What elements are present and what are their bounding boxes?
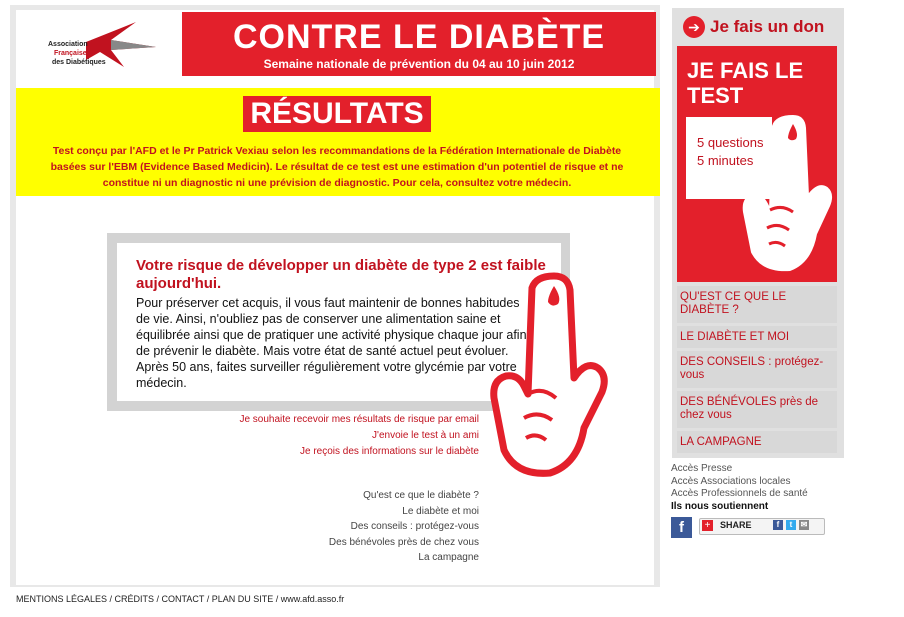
email-results-link[interactable]: Je souhaite recevoir mes résultats de risque par email xyxy=(239,414,479,425)
test-duration: 5 minutes xyxy=(697,153,754,168)
share-label[interactable]: SHARE xyxy=(720,520,752,530)
facebook-icon[interactable]: f xyxy=(773,520,783,530)
access-professionals-link[interactable]: Accès Professionnels de santé xyxy=(671,488,808,499)
plus-icon: + xyxy=(702,520,713,531)
disclaimer-text: Test conçu par l'AFD et le Pr Patrick Vexiau selon les recommandations de la Fédération Internationale de Diabète basées sur l'EBM (Evidence Based Medicin). Le résultat de ce test est une estimation d'un potentiel de risque et ne constitue ni un diagnostic ni une prévision de diagnostic. Pour cela, consultez votre médecin. xyxy=(50,145,624,189)
risk-heading: Votre risque de développer un diabète de type 2 est faible aujourd'hui. xyxy=(136,257,546,292)
email-icon[interactable]: ✉ xyxy=(800,520,808,529)
finger-blood-drop-icon xyxy=(738,112,834,278)
bottom-link-volunteers[interactable]: Des bénévoles près de chez vous xyxy=(328,537,479,548)
bottom-link-campaign[interactable]: La campagne xyxy=(418,552,479,563)
take-test-title[interactable]: JE FAIS LE TEST xyxy=(687,58,804,108)
arrow-circle-icon: ➔ xyxy=(683,16,705,38)
sidebar-item-what-is-diabetes[interactable]: QU'EST CE QUE LE DIABÈTE ? xyxy=(677,286,837,323)
twitter-icon[interactable]: t xyxy=(786,520,796,530)
bottom-link-advice[interactable]: Des conseils : protégez-vous xyxy=(350,521,479,532)
bottom-link-what-is-diabetes[interactable]: Qu'est ce que le diabète ? xyxy=(363,490,479,501)
finger-blood-drop-icon xyxy=(486,268,616,483)
sidebar-item-volunteers[interactable]: DES BÉNÉVOLES près de chez vous xyxy=(677,391,837,428)
logo-line-3: des Diabétiques xyxy=(52,59,106,66)
risk-advice-text: Pour préserver cet acquis, il vous faut maintenir de bonnes habitudes de vie. Ainsi, n'oubliez pas de conserver une alimentation saine et équilibrée ainsi que de pratiquer une activité physique chaque jour afin de prévenir le diabète. Mais votre état de santé actuel peut évoluer. Après 50 ans, faites surveiller régulièrement votre glycémie par votre médecin. xyxy=(136,296,527,390)
logo-line-2: Française xyxy=(54,50,87,57)
send-to-friend-link[interactable]: J'envoie le test à un ami xyxy=(372,430,479,441)
donate-label[interactable]: Je fais un don xyxy=(710,17,825,36)
access-press-link[interactable]: Accès Presse xyxy=(671,463,733,474)
logo-text xyxy=(48,40,106,67)
facebook-icon[interactable]: f xyxy=(671,517,692,538)
results-title: RÉSULTATS xyxy=(243,96,431,132)
bottom-link-diabetes-and-me[interactable]: Le diabète et moi xyxy=(402,506,479,517)
footer-links[interactable]: MENTIONS LÉGALES / CRÉDITS / CONTACT / PLAN DU SITE / www.afd.asso.fr xyxy=(16,594,345,604)
logo-line-1: Association xyxy=(48,41,88,48)
sidebar-item-diabetes-and-me[interactable]: LE DIABÈTE ET MOI xyxy=(677,326,837,348)
sidebar-item-campaign[interactable]: LA CAMPAGNE xyxy=(677,431,837,453)
page-subtitle: Semaine nationale de prévention du 04 au 10 juin 2012 xyxy=(263,57,575,71)
sidebar-item-advice[interactable]: DES CONSEILS : protégez-vous xyxy=(677,351,837,388)
supporters-link[interactable]: Ils nous soutiennent xyxy=(671,501,769,512)
access-associations-link[interactable]: Accès Associations locales xyxy=(671,476,791,487)
test-questions-count: 5 questions xyxy=(697,135,764,150)
page-title: CONTRE LE DIABÈTE xyxy=(232,18,606,56)
receive-info-link[interactable]: Je reçois des informations sur le diabète xyxy=(300,446,479,457)
